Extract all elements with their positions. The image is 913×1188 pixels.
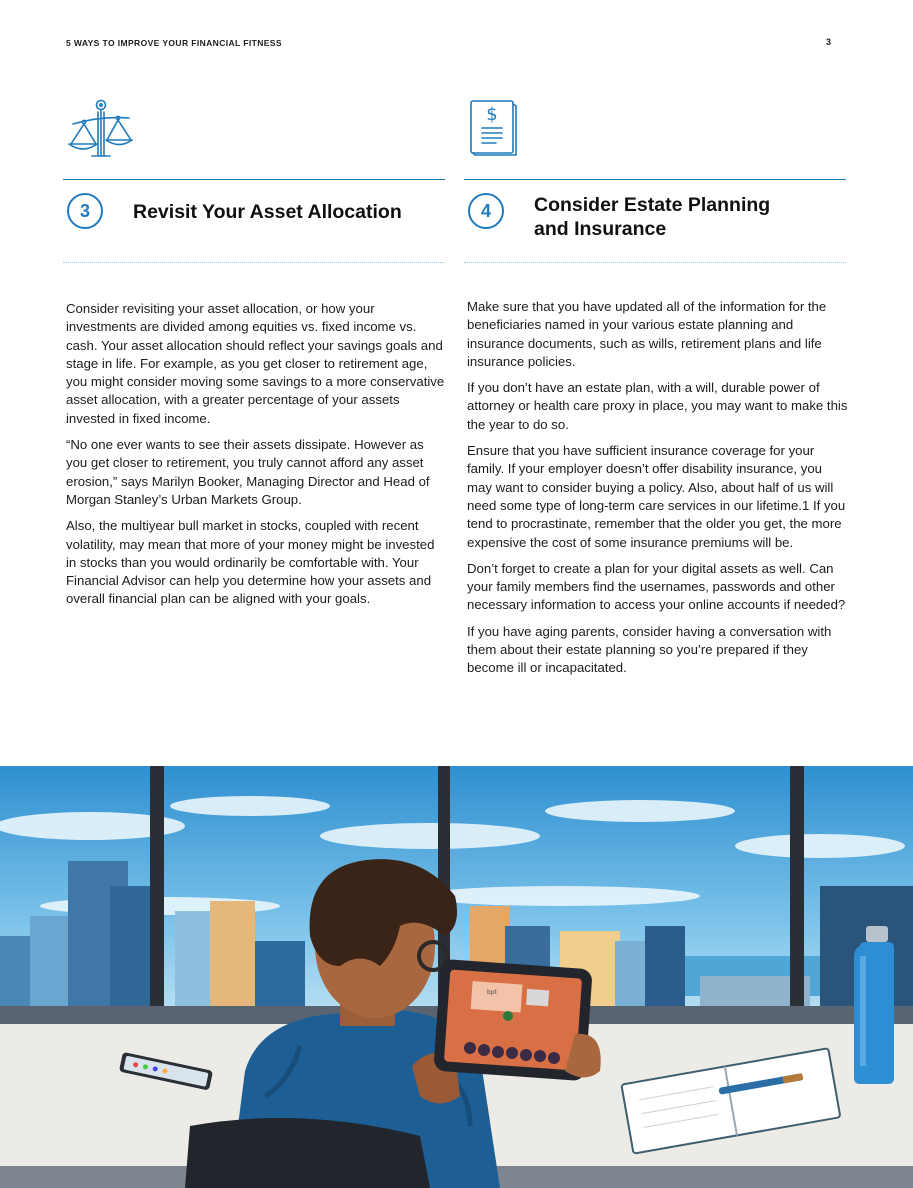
section-divider: [63, 262, 445, 263]
section-number-badge: 4: [468, 193, 504, 229]
svg-text:$: $: [486, 104, 498, 125]
paragraph: Also, the multiyear bull market in stocks, coupled with recent volatility, may mean that more of your money might be invested in stocks than you would ordinarily be comfortable with. Your Financial Advisor can help you determine how your assets and overall financial plan can be aligned with your goals.: [66, 518, 435, 607]
paragraph: If you have aging parents, consider having a conversation with them about their estate planning so you’re prepared if they become ill or incapacitated.: [467, 623, 832, 676]
paragraph: “No one ever wants to see their assets dissipate. However as you get closer to retirement, you truly cannot afford any asset erosion,” says Marilyn Booker, Managing Director and Head of Morgan Stanley’s Urban Markets Group.: [66, 437, 430, 507]
tablet: [433, 959, 600, 1081]
section-top-rule: [464, 179, 846, 180]
paragraph: Make sure that you have updated all of the information for the beneficiaries named in your various estate planning and insurance documents, such as wills, retirement plans and life insurance policies.: [467, 299, 827, 369]
office-tablet-illustration: [0, 766, 913, 1188]
page-number: 3: [826, 37, 832, 47]
section-divider: [464, 262, 846, 263]
water-bottle: [854, 926, 894, 1084]
section-body: [467, 298, 849, 686]
dollar-document-icon: [468, 98, 518, 161]
section-top-rule: [63, 179, 445, 180]
running-title: 5 WAYS TO IMPROVE YOUR FINANCIAL FITNESS: [66, 38, 282, 48]
section-number-badge: 3: [67, 193, 103, 229]
paragraph: Consider revisiting your asset allocation, or how your investments are divided among equities vs. fixed income vs. cash. Your asset allocation should reflect your savings goals and stage in life. For example, as you get closer to retirement age, you might consider moving some savings to a more conservative asset allocation, with a greater percentage of your assets invested in fixed income.: [66, 301, 445, 426]
section-body: [66, 300, 448, 617]
paragraph: Ensure that you have sufficient insurance coverage for your family. If your employer doesn’t offer disability insurance, you may want to consider buying a policy. Also, about half of us will need some type of long-term care services in our lifetime.1 If you tend to procrastinate, remember that the older you get, the more expensive the cost of some insurance premiums will be.: [467, 443, 846, 550]
tablet-screen-word: bpt: [487, 989, 497, 996]
paragraph: If you don’t have an estate plan, with a will, durable power of attorney or health care proxy in place, you may want to make this the year to do so.: [467, 380, 848, 432]
paragraph: Don’t forget to create a plan for your digital assets as well. Can your family members find the usernames, passwords and other necessary information to access your online accounts if needed?: [467, 560, 846, 613]
section-title: Consider Estate Planning and Insurance: [534, 194, 771, 240]
balance-scale-icon: [65, 98, 135, 167]
section-title: Revisit Your Asset Allocation: [133, 201, 402, 223]
